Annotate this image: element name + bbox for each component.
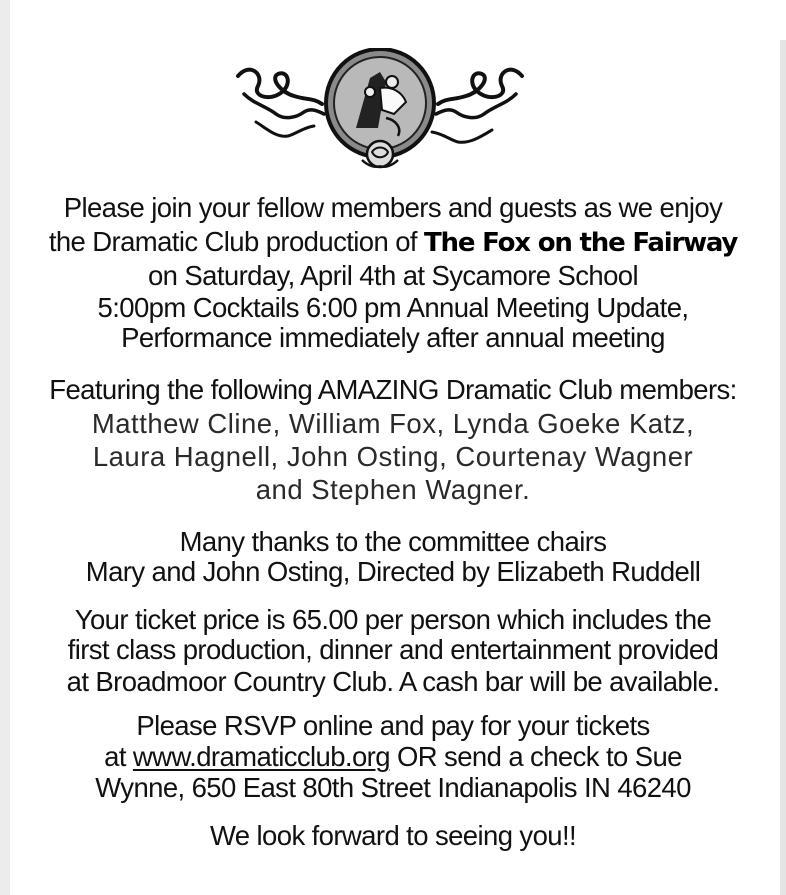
invitation-line-3: on Saturday, April 4th at Sycamore School — [147, 260, 639, 291]
cast-line-3: and Stephen Wagner. — [255, 474, 531, 505]
cast-heading: Featuring the following AMAZING Dramatic Club members: — [49, 374, 737, 405]
rsvp-line-2-suffix: OR send a check to Sue — [389, 741, 682, 772]
cast-line-1: Matthew Cline, William Fox, Lynda Goeke Katz, — [91, 408, 695, 439]
ticket-line-3: at Broadmoor Country Club. A cash bar will be available. — [66, 666, 720, 697]
rsvp-line-1: Please RSVP online and pay for your tickets — [136, 710, 650, 741]
cast-line-2: Laura Hagnell, John Osting, Courtenay Wagner — [92, 441, 694, 472]
invitation-line-4: 5:00pm Cocktails 6:00 pm Annual Meeting Update, — [97, 292, 689, 323]
thanks-line-2: Mary and John Osting, Directed by Elizabeth Ruddell — [85, 556, 701, 587]
rsvp-line-2 — [0, 741, 786, 773]
invitation-line-2 — [0, 226, 786, 259]
ticket-line-1: Your ticket price is 65.00 per person which includes the — [74, 604, 712, 635]
rsvp-line-3: Wynne, 650 East 80th Street Indianapolis IN 46240 — [95, 772, 691, 803]
website-link[interactable]: www.dramaticclub.org — [132, 741, 390, 772]
invitation-line-2-prefix: the Dramatic Club production of — [48, 226, 424, 257]
play-title: The Fox on the Fairway — [423, 228, 738, 258]
ticket-line-2: first class production, dinner and entertainment provided — [67, 634, 719, 665]
thanks-line-1: Many thanks to the committee chairs — [179, 526, 607, 557]
theatre-masks-emblem-icon — [230, 48, 530, 178]
closing-line: We look forward to seeing you!! — [209, 820, 577, 851]
invitation-line-5: Performance immediately after annual meeting — [121, 322, 665, 353]
rsvp-line-2-prefix: at — [104, 741, 133, 772]
invitation-line-1: Please join your fellow members and guests as we enjoy — [63, 192, 723, 223]
